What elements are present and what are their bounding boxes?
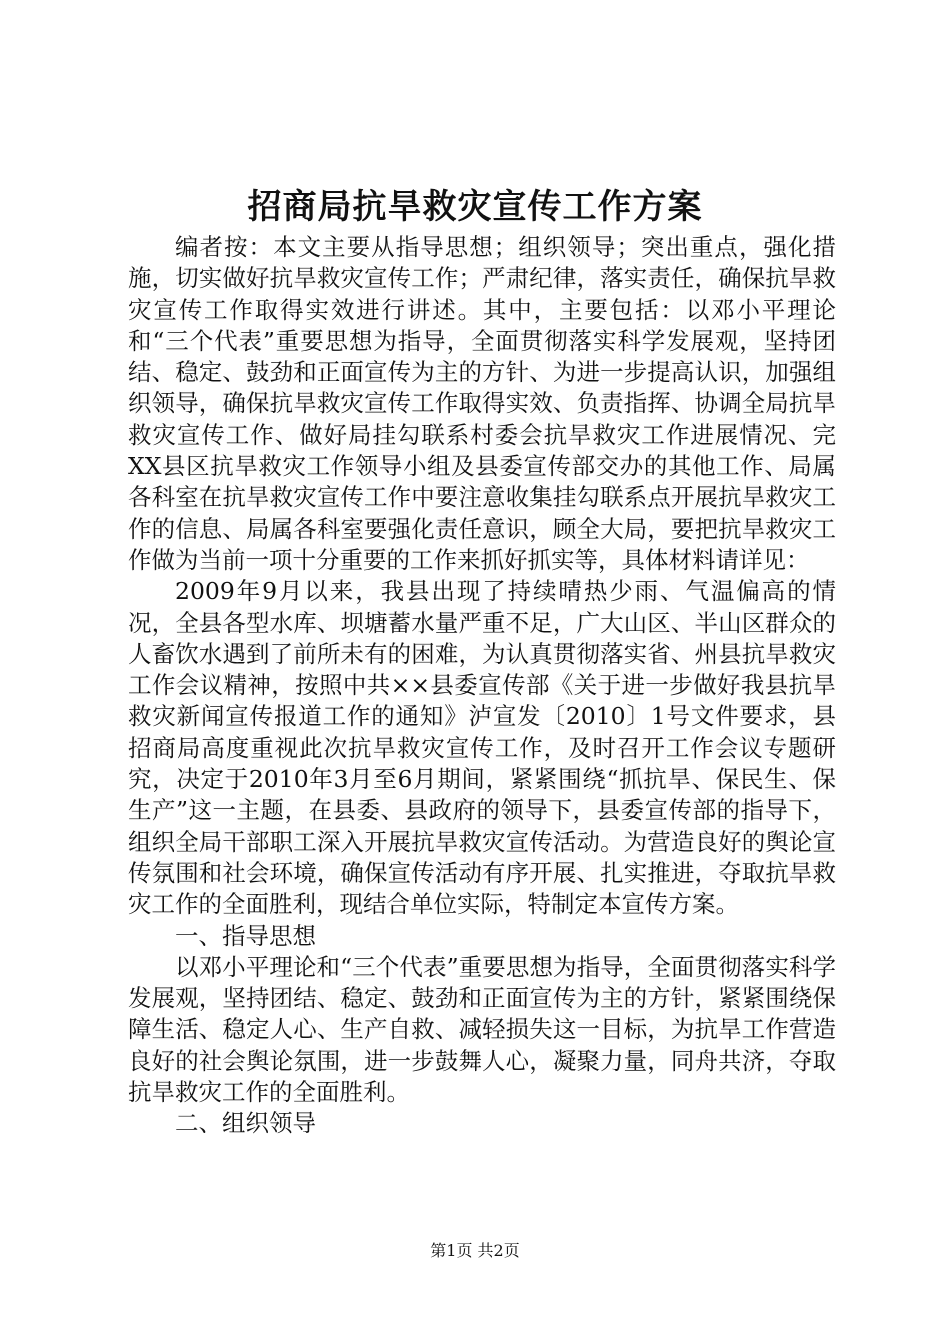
editor-note-paragraph: 编者按：本文主要从指导思想；组织领导；突出重点，强化措施，切实做好抗旱救灾宣传工作；严肃纪律，落实责任，确保抗旱救灾宣传工作取得实效进行讲述。其中，主要包括：以邓小平理论和“三个代表”重要思想为指导，全面贯彻落实科学发展观，坚持团结、稳定、鼓劲和正面宣传为主的方针、为进一步提高认识，加强组织领导，确保抗旱救灾宣传工作取得实效、负责指挥、协调全局抗旱救灾宣传工作、做好局挂勾联系村委会抗旱救灾工作进展情况、完XX县区抗旱救灾工作领导小组及县委宣传部交办的其他工作、局属各科室在抗旱救灾宣传工作中要注意收集挂勾联系点开展抗旱救灾工作的信息、局属各科室要强化责任意识，顾全大局，要把抗旱救灾工作做为当前一项十分重要的工作来抓好抓实等，具体材料请详见： bbox=[128, 233, 836, 574]
page-number-footer: 第1页 共2页 bbox=[430, 1241, 520, 1260]
document-body bbox=[128, 232, 836, 1140]
section-heading-guiding-ideology: 一、指导思想 bbox=[175, 921, 316, 950]
guiding-ideology-paragraph: 以邓小平理论和“三个代表”重要思想为指导，全面贯彻落实科学发展观，坚持团结、稳定、鼓劲和正面宣传为主的方针，紧紧围绕保障生活、稳定人心、生产自救、减轻损失这一目标，为抗旱工作营造良好的社会舆论氛围，进一步鼓舞人心，凝聚力量，同舟共济，夺取抗旱救灾工作的全面胜利。 bbox=[128, 952, 836, 1107]
document-title: 招商局抗旱救灾宣传工作方案 bbox=[247, 187, 703, 227]
section-heading-organization: 二、组织领导 bbox=[175, 1109, 316, 1138]
background-paragraph: 2009年9月以来，我县出现了持续晴热少雨、气温偏高的情况，全县各型水库、坝塘蓄水量严重不足，广大山区、半山区群众的人畜饮水遇到了前所未有的困难，为认真贯彻落实省、州县抗旱救灾工作会议精神，按照中共××县委宣传部《关于进一步做好我县抗旱救灾新闻宣传报道工作的通知》泸宣发〔2010〕1号文件要求，县招商局高度重视此次抗旱救灾宣传工作，及时召开工作会议专题研究，决定于2010年3月至6月期间，紧紧围绕“抓抗旱、保民生、保生产”这一主题，在县委、县政府的领导下，县委宣传部的指导下，组织全局干部职工深入开展抗旱救灾宣传活动。为营造良好的舆论宣传氛围和社会环境，确保宣传活动有序开展、扎实推进，夺取抗旱救灾工作的全面胜利，现结合单位实际，特制定本宣传方案。 bbox=[128, 577, 836, 919]
